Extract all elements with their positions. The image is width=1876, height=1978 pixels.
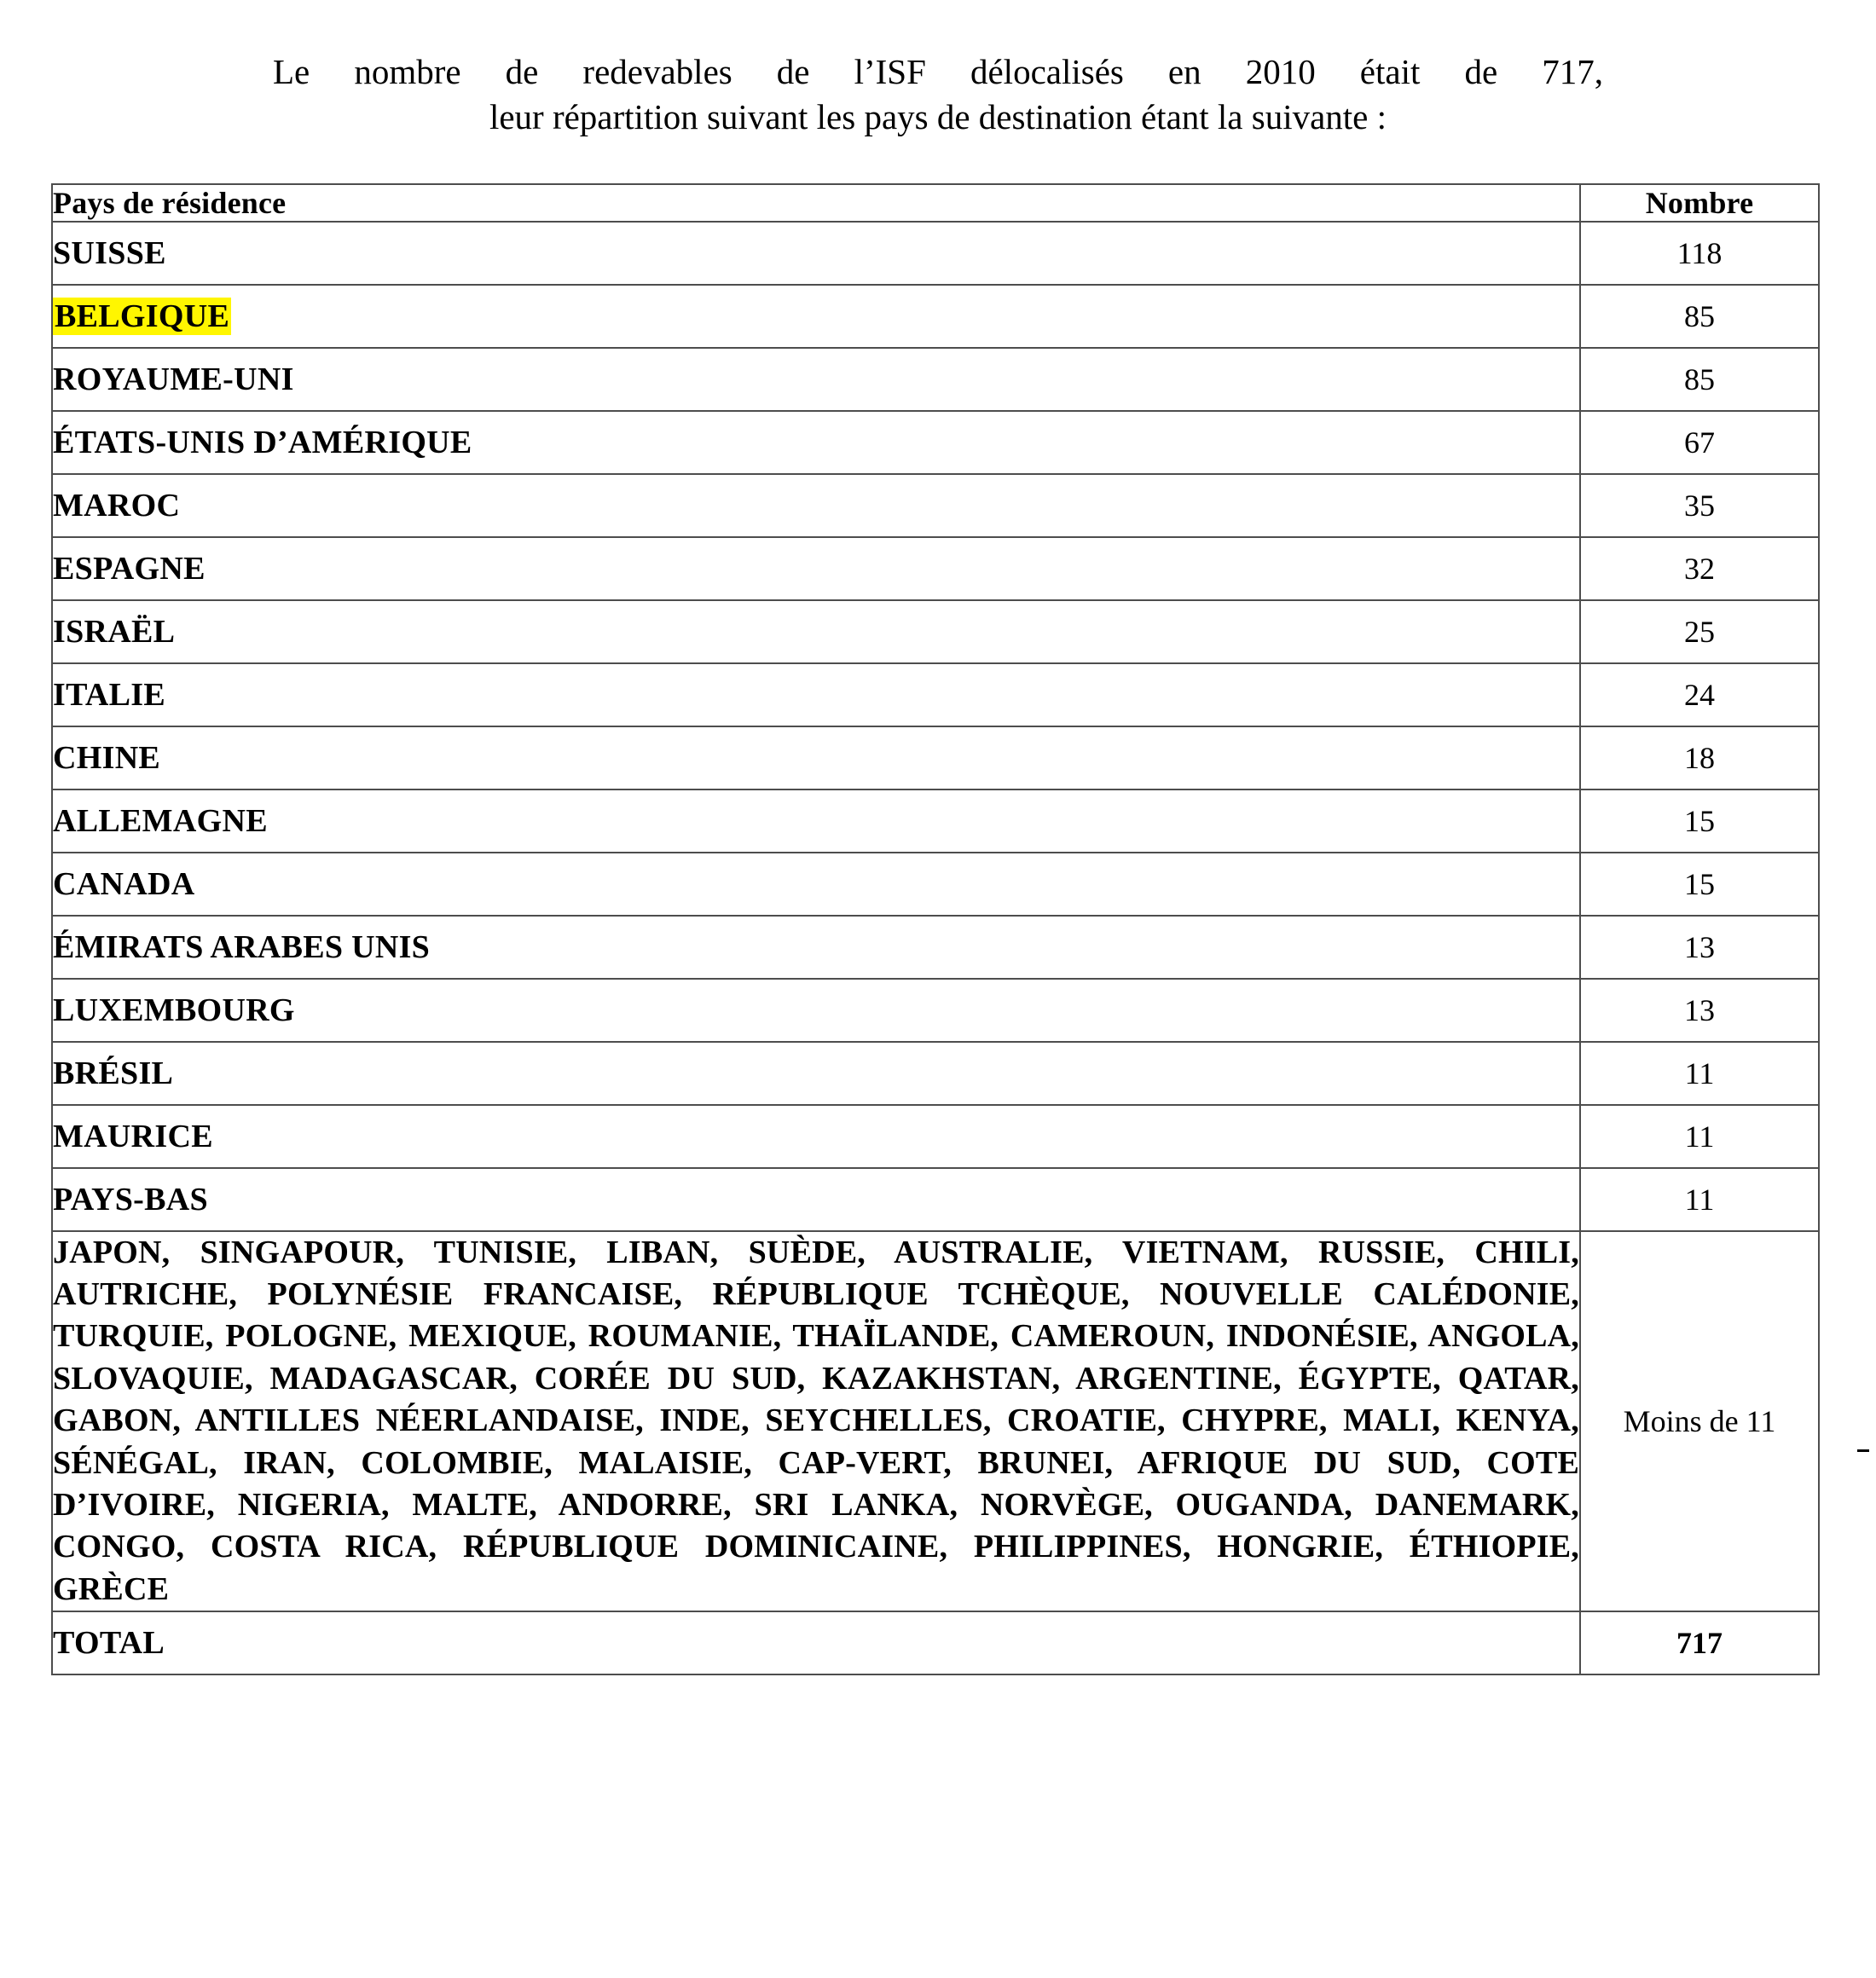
- cell-country: LUXEMBOURG: [52, 979, 1580, 1042]
- column-header-number: Nombre: [1580, 184, 1819, 222]
- cell-number: 32: [1580, 537, 1819, 600]
- table-row-total: [52, 1611, 1819, 1674]
- cell-country: ISRAËL: [52, 600, 1580, 663]
- cell-number: 11: [1580, 1042, 1819, 1105]
- cell-country: SUISSE: [52, 222, 1580, 285]
- cell-country: PAYS-BAS: [52, 1168, 1580, 1231]
- cell-number: 25: [1580, 600, 1819, 663]
- cell-number: 85: [1580, 348, 1819, 411]
- isf-table-container: [51, 183, 1825, 1676]
- cell-country: ESPAGNE: [52, 537, 1580, 600]
- cell-number: 35: [1580, 474, 1819, 537]
- cell-number: 15: [1580, 789, 1819, 853]
- intro-line-1: Le nombre de redevables de l’ISF délocalisés en 2010 était de 717,: [273, 52, 1603, 91]
- cell-country: ALLEMAGNE: [52, 789, 1580, 853]
- table-row: [52, 474, 1819, 537]
- cell-number: 13: [1580, 979, 1819, 1042]
- cell-country: MAURICE: [52, 1105, 1580, 1168]
- cell-number: 11: [1580, 1105, 1819, 1168]
- table-row: [52, 726, 1819, 789]
- cell-number: 118: [1580, 222, 1819, 285]
- table-row: [52, 222, 1819, 285]
- table-row-others: [52, 1231, 1819, 1612]
- cell-number: 11: [1580, 1168, 1819, 1231]
- table-row: [52, 1105, 1819, 1168]
- cell-number: 18: [1580, 726, 1819, 789]
- cell-country: ROYAUME-UNI: [52, 348, 1580, 411]
- cell-total-number: 717: [1580, 1611, 1819, 1674]
- cell-country: MAROC: [52, 474, 1580, 537]
- cell-country: ITALIE: [52, 663, 1580, 726]
- cell-number: 67: [1580, 411, 1819, 474]
- cell-country: CHINE: [52, 726, 1580, 789]
- table-row: [52, 663, 1819, 726]
- table-row: [52, 1042, 1819, 1105]
- table-row: [52, 600, 1819, 663]
- cell-number: 13: [1580, 916, 1819, 979]
- cell-number: 85: [1580, 285, 1819, 348]
- cell-country: ÉTATS-UNIS D’AMÉRIQUE: [52, 411, 1580, 474]
- cell-country: ÉMIRATS ARABES UNIS: [52, 916, 1580, 979]
- table-row: [52, 979, 1819, 1042]
- cell-country: CANADA: [52, 853, 1580, 916]
- table-row: [52, 1168, 1819, 1231]
- isf-distribution-table: [51, 183, 1820, 1676]
- page-title: [196, 34, 1680, 141]
- table-row: [52, 789, 1819, 853]
- table-row: [52, 285, 1819, 348]
- cell-other-number: Moins de 11: [1580, 1231, 1819, 1612]
- cell-number: 15: [1580, 853, 1819, 916]
- cell-other-countries: JAPON, SINGAPOUR, TUNISIE, LIBAN, SUÈDE, AUSTRALIE, VIETNAM, RUSSIE, CHILI, AUTRICHE, POLYNÉSIE FRANCAISE, RÉPUBLIQUE TCHÈQUE, NOUVELLE CALÉDONIE, TURQUIE, POLOGNE, MEXIQUE, ROUMANIE, THAÏLANDE, CAMEROUN, INDONÉSIE, ANGOLA, SLOVAQUIE, MADAGASCAR, CORÉE DU SUD, KAZAKHSTAN, ARGENTINE, ÉGYPTE, QATAR, GABON, ANTILLES NÉERLANDAISE, INDE, SEYCHELLES, CROATIE, CHYPRE, MALI, KENYA, SÉNÉGAL, IRAN, COLOMBIE, MALAISIE, CAP-VERT, BRUNEI, AFRIQUE DU SUD, COTE D’IVOIRE, NIGERIA, MALTE, ANDORRE, SRI LANKA, NORVÈGE, OUGANDA, DANEMARK, CONGO, COSTA RICA, RÉPUBLIQUE DOMINICAINE, PHILIPPINES, HONGRIE, ÉTHIOPIE, GRÈCE: [52, 1231, 1580, 1612]
- cell-country: BRÉSIL: [52, 1042, 1580, 1105]
- table-row: [52, 853, 1819, 916]
- cell-number: 24: [1580, 663, 1819, 726]
- table-header-row: [52, 184, 1819, 222]
- column-header-country: Pays de résidence: [52, 184, 1580, 222]
- page-edge-mark: [1857, 1449, 1869, 1452]
- highlight-mark: BELGIQUE: [55, 298, 230, 334]
- table-row: [52, 916, 1819, 979]
- cell-country-highlighted: [52, 285, 1580, 348]
- table-row: [52, 411, 1819, 474]
- cell-total-label: TOTAL: [52, 1611, 1580, 1674]
- intro-line-2: leur répartition suivant les pays de destination étant la suivante :: [489, 97, 1387, 137]
- table-row: [52, 348, 1819, 411]
- table-row: [52, 537, 1819, 600]
